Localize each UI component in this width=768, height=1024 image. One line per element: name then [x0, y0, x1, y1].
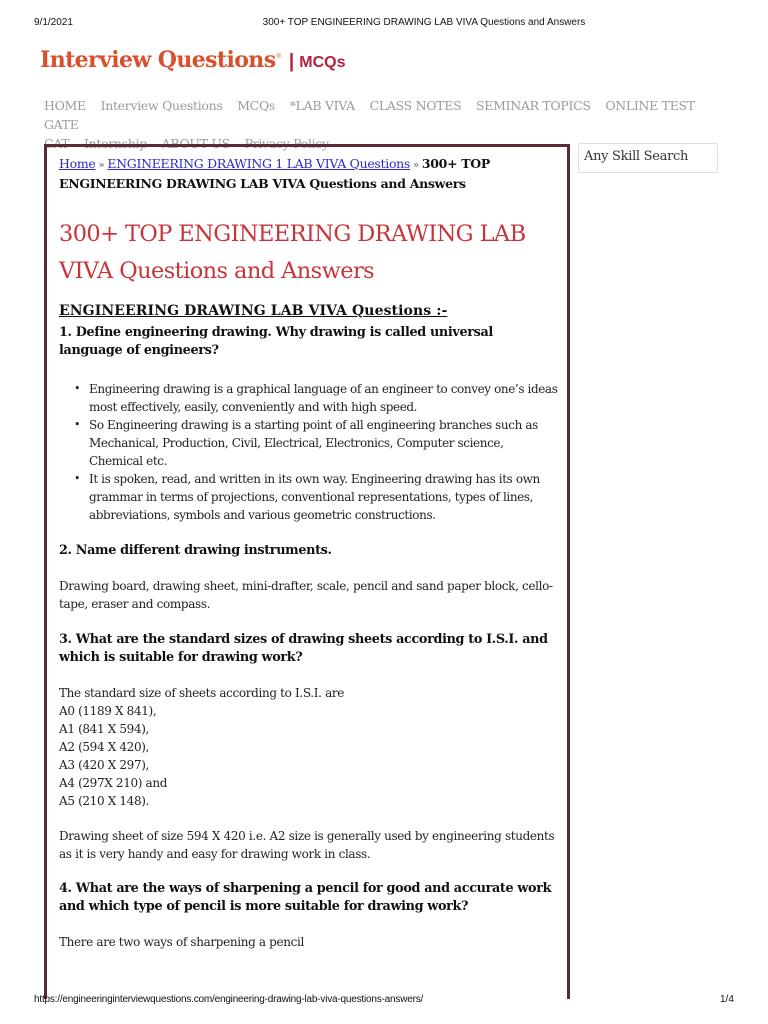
logo-suffix: MCQs: [299, 54, 346, 71]
logo-separator: |: [288, 51, 295, 72]
nav-online-test[interactable]: ONLINE TEST: [605, 98, 695, 113]
page-title: 300+ TOP ENGINEERING DRAWING LAB VIVA Questions and Answers: [59, 221, 526, 284]
sheet-size-a2: A2 (594 X 420),: [59, 740, 150, 754]
sheet-size-a5: A5 (210 X 148).: [59, 794, 150, 808]
article-content: [59, 155, 559, 951]
breadcrumb: [59, 155, 559, 193]
nav-class-notes[interactable]: CLASS NOTES: [369, 98, 462, 113]
nav-privacy-policy[interactable]: Privacy Policy: [244, 136, 329, 151]
print-header: [0, 17, 768, 31]
print-footer: [0, 994, 768, 1008]
nav-gate[interactable]: GATE: [44, 117, 79, 132]
registered-mark: ®: [276, 54, 281, 60]
nav-internship[interactable]: Internship: [84, 136, 147, 151]
nav-seminar-topics[interactable]: SEMINAR TOPICS: [475, 98, 591, 113]
skill-search-input[interactable]: Any Skill Search: [578, 143, 718, 173]
sheet-size-a0: A0 (1189 X 841),: [59, 704, 157, 718]
logo-brand: Interview Questions: [40, 47, 276, 73]
breadcrumb-category[interactable]: ENGINEERING DRAWING 1 LAB VIVA Questions: [107, 156, 411, 171]
question-2: 2. Name different drawing instruments.: [59, 543, 332, 558]
nav-lab-viva[interactable]: *LAB VIVA: [289, 98, 355, 113]
section-heading: ENGINEERING DRAWING LAB VIVA Questions :-: [59, 303, 448, 319]
nav-mcqs[interactable]: MCQs: [237, 98, 276, 113]
breadcrumb-home[interactable]: Home: [59, 156, 96, 171]
nav-about-us[interactable]: ABOUT US: [161, 136, 230, 151]
list-item: • So Engineering drawing is a starting point of all engineering branches such as Mechanical, Production, Civil, Electrical, Electronics, Computer science, Chemical etc.: [89, 416, 559, 470]
sheet-size-a1: A1 (841 X 594),: [59, 722, 150, 736]
answer-2: Drawing board, drawing sheet, mini-drafter, scale, pencil and sand paper block, cello-tape, eraser and compass.: [59, 579, 553, 611]
page-number: 1/4: [720, 994, 734, 1005]
answer-3-intro: The standard size of sheets according to I.S.I. are: [59, 686, 345, 700]
sheet-size-a4: A4 (297X 210) and: [59, 776, 168, 790]
breadcrumb-current: 300+ TOP ENGINEERING DRAWING LAB VIVA Questions and Answers: [59, 156, 490, 191]
breadcrumb-separator: »: [413, 160, 419, 171]
question-4: 4. What are the ways of sharpening a pencil for good and accurate work and which type of pencil is more suitable for drawing work?: [59, 881, 552, 914]
sheet-size-a3: A3 (420 X 297),: [59, 758, 150, 772]
print-doc-title: 300+ TOP ENGINEERING DRAWING LAB VIVA Questions and Answers: [262, 17, 586, 28]
breadcrumb-separator: »: [98, 160, 105, 171]
answer-3: Drawing sheet of size 594 X 420 i.e. A2 size is generally used by engineering students as it is very handy and easy for drawing work in class.: [59, 829, 555, 861]
answer-4: There are two ways of sharpening a pencil: [59, 935, 304, 949]
nav-home[interactable]: HOME: [44, 98, 86, 113]
nav-interview-questions[interactable]: Interview Questions: [100, 98, 223, 113]
question-1: 1. Define engineering drawing. Why drawing is called universal language of engineers?: [59, 325, 493, 358]
sheet-sizes-list: [59, 702, 559, 810]
print-url: https://engineeringinterviewquestions.com/engineering-drawing-lab-viva-questions-answers/: [34, 994, 424, 1005]
list-item: • Engineering drawing is a graphical language of an engineer to convey one’s ideas most effectively, easily, conveniently and with high speed.: [89, 380, 559, 416]
answer-1-list: [59, 380, 559, 524]
print-date: 9/1/2021: [34, 17, 73, 28]
list-item: • It is spoken, read, and written in its own way. Engineering drawing has its own grammar in terms of projections, conventional representations, types of lines, abbreviations, symbols and various geometric constructions.: [89, 470, 559, 524]
nav-cat[interactable]: CAT: [44, 136, 70, 151]
site-logo[interactable]: [40, 47, 345, 79]
question-3: 3. What are the standard sizes of drawing sheets according to I.S.I. and which is suitable for drawing work?: [59, 632, 548, 665]
